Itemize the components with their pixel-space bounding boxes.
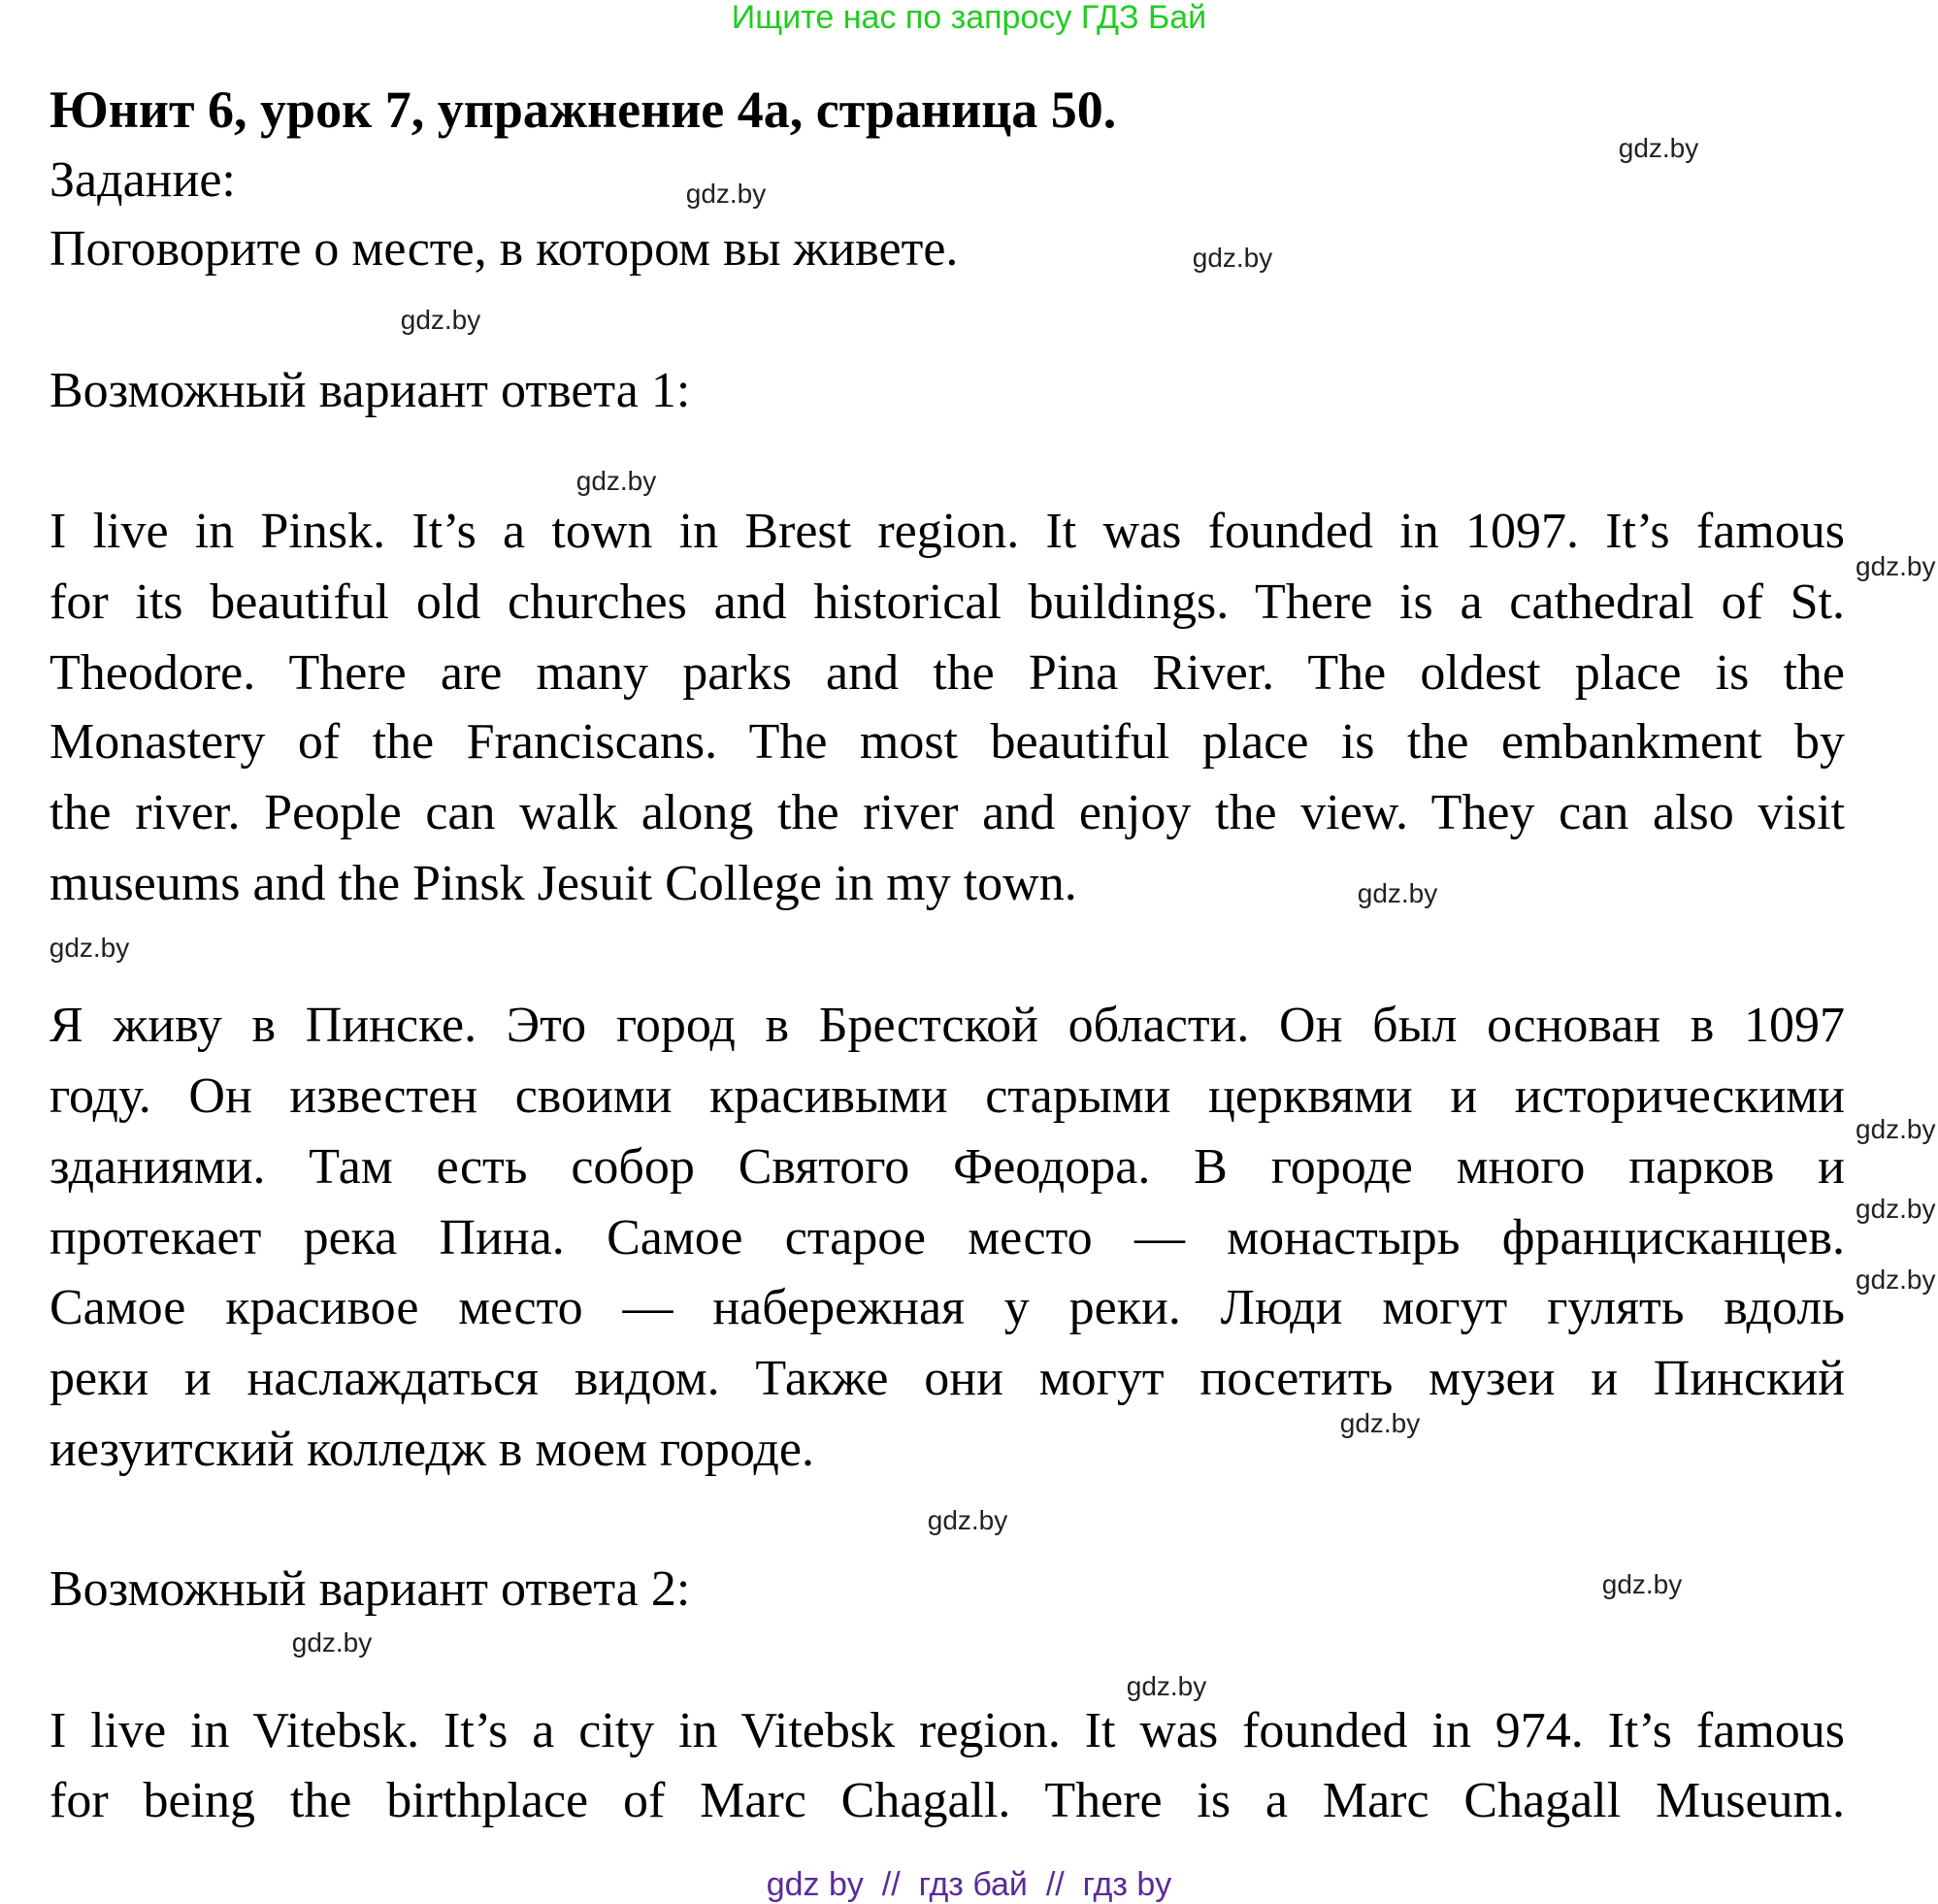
watermark: gdz.by: [575, 466, 657, 496]
answer1-english-line: museums and the Pinsk Jesuit College in my town.: [49, 856, 1077, 911]
answer2-english-line: for being the birthplace of Marc Chagall. There is a Marc Chagall Museum.: [49, 1773, 1845, 1828]
answer1-english-line: I live in Pinsk. It’s a town in Brest region. It was founded in 1097. It’s famous: [49, 504, 1845, 559]
answer1-russian-line: протекает река Пина. Самое старое место — монастырь францисканцев.: [49, 1210, 1845, 1265]
watermark: gdz.by: [49, 933, 130, 963]
answer2-english-line: I live in Vitebsk. It’s a city in Vitebsk region. It was founded in 974. It’s famous: [49, 1703, 1845, 1758]
answer1-english-line: Monastery of the Franciscans. The most beautiful place is the embankment by: [49, 714, 1845, 770]
watermark: gdz.by: [1856, 1114, 1936, 1144]
task-label: Задание:: [49, 152, 236, 208]
watermark: gdz.by: [1357, 878, 1438, 908]
watermark: gdz.by: [1856, 1264, 1936, 1295]
task-text: Поговорите о месте, в котором вы живете.: [49, 221, 959, 277]
answer1-russian-line: Самое красивое место — набережная у реки. Люди могут гулять вдоль: [49, 1280, 1845, 1335]
search-banner: Ищите нас по запросу ГДЗ Бай: [731, 0, 1207, 36]
answer1-english-line: the river. People can walk along the river and enjoy the view. They can also visit: [49, 785, 1845, 840]
watermark: gdz.by: [1618, 133, 1699, 163]
watermark: gdz.by: [1856, 1194, 1936, 1224]
watermark: gdz.by: [291, 1627, 373, 1658]
watermark: gdz.by: [927, 1505, 1008, 1535]
answer1-russian-line: иезуитский колледж в моем городе.: [49, 1422, 814, 1477]
watermark: gdz.by: [685, 179, 767, 209]
answer1-label: Возможный вариант ответа 1:: [49, 363, 691, 418]
footer-watermark: gdz by // гдз бай // гдз by: [766, 1866, 1172, 1903]
watermark: gdz.by: [1339, 1408, 1421, 1438]
answer1-russian-line: реки и наслаждаться видом. Также они могут посетить музеи и Пинский: [49, 1351, 1845, 1406]
watermark: gdz.by: [1856, 551, 1936, 581]
watermark: gdz.by: [1126, 1671, 1207, 1701]
answer1-russian-line: Я живу в Пинске. Это город в Брестской области. Он был основан в 1097: [49, 998, 1845, 1053]
answer2-label: Возможный вариант ответа 2:: [49, 1561, 691, 1617]
answer1-english-line: Theodore. There are many parks and the Pina River. The oldest place is the: [49, 645, 1845, 701]
answer1-russian-line: зданиями. Там есть собор Святого Феодора. В городе много парков и: [49, 1139, 1845, 1195]
answer1-english-line: for its beautiful old churches and historical buildings. There is a cathedral of St.: [49, 574, 1845, 630]
watermark: gdz.by: [1601, 1569, 1683, 1599]
watermark: gdz.by: [1192, 243, 1273, 273]
page-title: Юнит 6, урок 7, упражнение 4а, страница 50.: [49, 81, 1117, 139]
answer1-russian-line: году. Он известен своими красивыми старыми церквями и историческими: [49, 1068, 1845, 1124]
watermark: gdz.by: [400, 305, 481, 335]
